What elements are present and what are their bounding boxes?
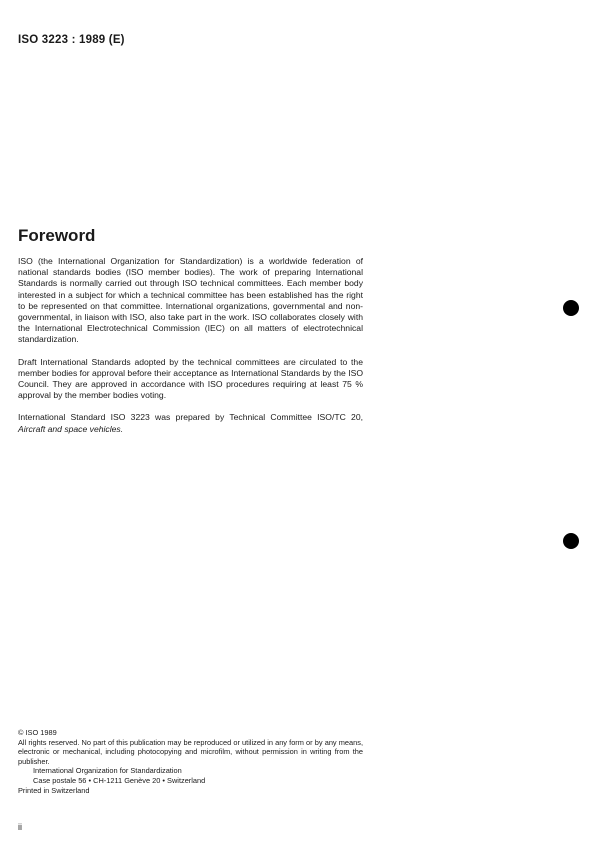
- punch-hole-mark: [563, 533, 579, 549]
- copyright-block: [18, 728, 363, 795]
- paragraph-1: ISO (the International Organization for Standardization) is a worldwide federation of national standards bodies (ISO member bodies). The work of preparing International Standards is normally carried out through ISO technical committees. Each member body interested in a subject for which a technical committee has been established has the right to be represented on that committee. International organizations, governmental and non-governmental, in liaison with ISO, also take part in the work. ISO collaborates closely with the International Electrotechnical Commission (IEC) on all matters of electrotechnical standardization.: [18, 256, 363, 345]
- organization-address: Case postale 56 • CH-1211 Genève 20 • Switzerland: [33, 775, 206, 785]
- section-title: Foreword: [18, 226, 96, 245]
- printed-location: Printed in Switzerland: [18, 785, 90, 795]
- rights-statement: All rights reserved. No part of this publication may be reproduced or utilized in any form or by any means, electronic or mechanical, including photocopying and microfilm, without permission in writing from the publisher.: [18, 737, 363, 766]
- foreword-body: [18, 256, 363, 446]
- punch-hole-mark: [563, 300, 579, 316]
- paragraph-3-text: International Standard ISO 3223 was prepared by Technical Committee ISO/TC 20,: [18, 412, 363, 423]
- committee-title: Aircraft and space vehicles.: [18, 423, 124, 434]
- document-id-header: ISO 3223 : 1989 (E): [18, 34, 125, 46]
- copyright-notice: © ISO 1989: [18, 728, 57, 737]
- page-number: ii: [18, 822, 22, 832]
- paragraph-2: Draft International Standards adopted by the technical committees are circulated to the member bodies for approval before their acceptance as International Standards by the ISO Council. They are approved in accordance with ISO procedures requiring at least 75 % approval by the member bodies voting.: [18, 356, 363, 401]
- paragraph-3: [18, 412, 363, 434]
- organization-name: International Organization for Standardization: [33, 766, 182, 776]
